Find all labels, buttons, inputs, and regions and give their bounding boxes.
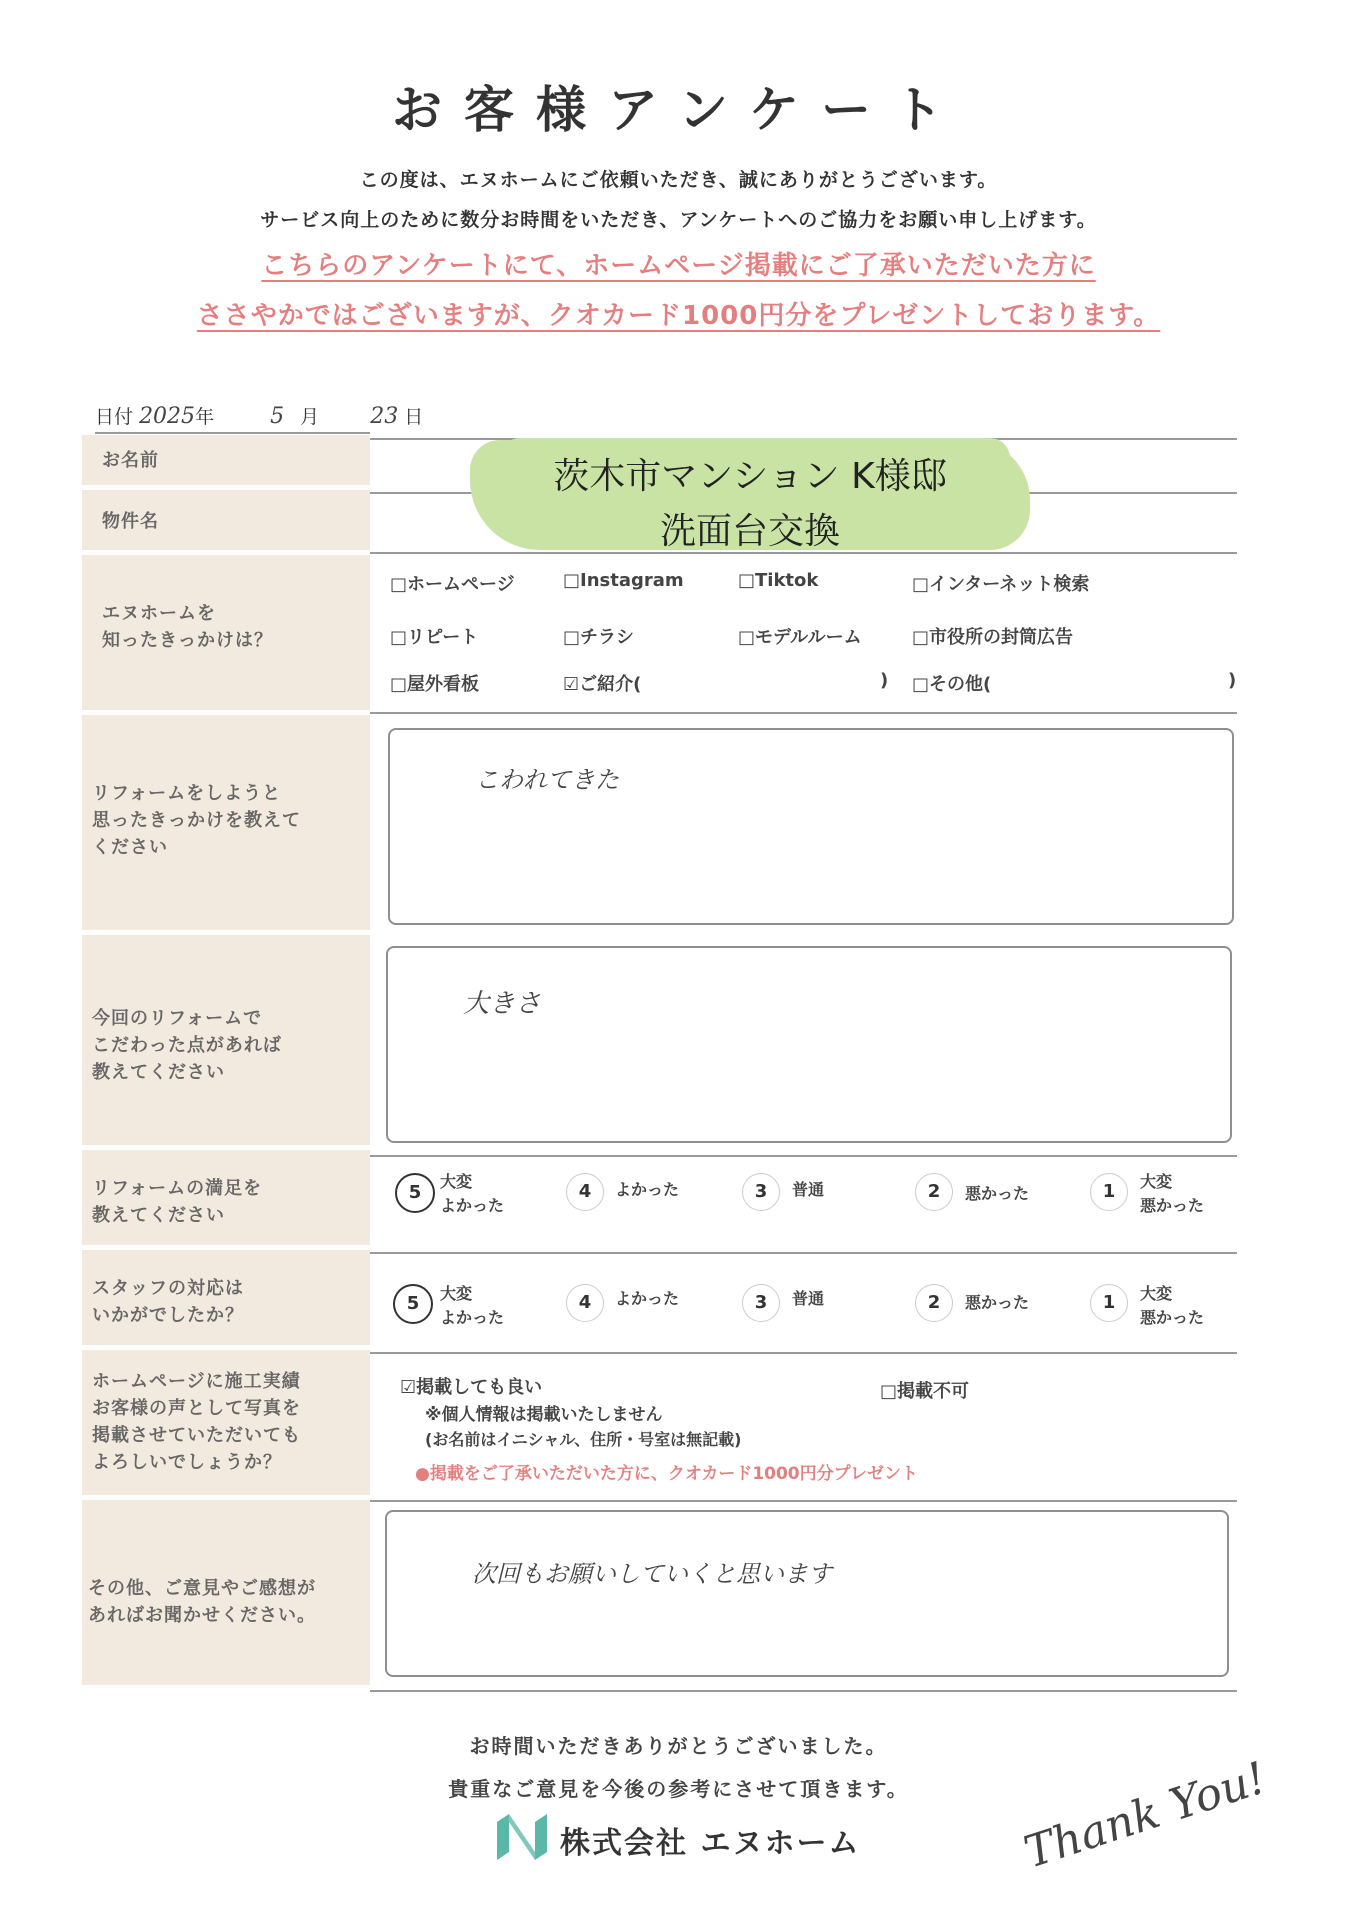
label-source-line2: 知ったきっかけは？ [102,630,273,651]
staff-rate-5-label1: 大変 [440,1284,473,1303]
label-focus [82,935,370,1145]
intro-line-1: この度は、エヌホームにご依頼いただき、誠にありがとうございます。 [359,169,998,191]
option-instagram[interactable]: □Instagram [563,570,684,591]
label-satisfaction-line1: リフォームの満足を [92,1178,263,1199]
date-year[interactable]: 2025 [139,404,196,429]
footer-line-1: お時間いただきありがとうございました。 [469,1734,888,1758]
thank-you-text: Thank You! [1018,1752,1273,1879]
label-focus-line1: 今回のリフォームで [92,1008,263,1029]
option-other[interactable]: □その他( [912,674,992,695]
staff-rate-1-label2: 悪かった [1140,1308,1205,1327]
option-tiktok[interactable]: □Tiktok [738,570,819,591]
focus-answer: 大きさ [463,989,542,1019]
label-publish-line3: 掲載させていただいても [92,1425,301,1446]
staff-rate-3-label: 普通 [792,1289,825,1308]
label-property [82,490,370,550]
date-underline [95,432,370,434]
label-source-line1: エヌホームを [102,603,216,624]
label-focus-line2: こだわった点があれば [92,1035,282,1056]
staff-rate-2[interactable]: 2 [915,1284,953,1322]
satisfaction-rate-1-label2: 悪かった [1140,1196,1205,1215]
publish-note-1: ※個人情報は掲載いたしません [425,1405,663,1425]
publish-note-2: (お名前はイニシャル、住所・号室は無記載) [425,1430,742,1449]
staff-rate-1-label1: 大変 [1140,1284,1173,1303]
rule-5 [370,1155,1237,1157]
intro-line-2: サービス向上のために数分お時間をいただき、アンケートへのご協力をお願い申し上げます。 [260,209,1097,231]
label-publish [82,1350,370,1495]
rule-4 [370,712,1237,714]
label-satisfaction [82,1150,370,1245]
label-staff [82,1250,370,1345]
label-publish-line2: お客様の声として写真を [92,1398,301,1419]
company-logo-icon [495,1812,550,1862]
satisfaction-rate-4-label: よかった [615,1180,680,1199]
date-row [95,402,423,429]
option-other-close: ) [1228,670,1237,691]
rule-9 [370,1690,1237,1692]
satisfaction-rate-5[interactable]: 5 [395,1173,435,1213]
publish-ok-checkbox[interactable]: ☑掲載しても良い [400,1377,543,1398]
label-reason-line2: 思ったきっかけを教えて [92,810,301,831]
satisfaction-rate-3[interactable]: 3 [742,1173,780,1211]
staff-rate-1[interactable]: 1 [1090,1284,1128,1322]
promo-line-2: ささやかではございますが、クオカード1000円分をプレゼントしております。 [196,301,1161,331]
rule-8 [370,1500,1237,1502]
label-reason [82,715,370,930]
staff-rate-5[interactable]: 5 [393,1284,433,1324]
footer-line-2: 貴重なご意見を今後の参考にさせて頂きます。 [448,1777,909,1801]
staff-rate-5-label2: よかった [440,1308,505,1327]
satisfaction-rate-2[interactable]: 2 [915,1173,953,1211]
label-property-text: 物件名 [102,511,159,532]
rule-6 [370,1252,1237,1254]
label-comments-line1: その他、ご意見やご感想が [88,1578,316,1599]
property-value[interactable]: 洗面台交換 [659,511,840,552]
option-model-room[interactable]: □モデルルーム [738,627,862,648]
label-publish-line4: よろしいでしょうか？ [92,1452,282,1473]
reason-answer: こわれてきた [475,766,619,794]
option-flyer[interactable]: □チラシ [563,627,635,648]
option-internet-search[interactable]: □インターネット検索 [912,574,1090,595]
label-staff-line2: いかがでしたか？ [92,1305,244,1326]
label-staff-line1: スタッフの対応は [92,1278,244,1299]
option-referral[interactable]: ☑ご紹介( [563,674,642,695]
label-source [82,555,370,710]
option-outdoor-sign[interactable]: □屋外看板 [390,674,480,695]
label-reason-line1: リフォームをしようと [92,783,282,804]
satisfaction-rate-1-label1: 大変 [1140,1172,1173,1191]
comments-answer: 次回もお願いしていくと思います [472,1560,832,1588]
date-month[interactable]: 5 [270,404,285,429]
label-comments [82,1500,370,1685]
company-name: 株式会社 エヌホーム [560,1826,861,1861]
satisfaction-rate-1[interactable]: 1 [1090,1173,1128,1211]
date-year-unit: 年 [195,406,215,428]
satisfaction-rate-4[interactable]: 4 [566,1173,604,1211]
focus-box[interactable] [386,946,1232,1143]
label-reason-line3: ください [92,837,168,858]
option-repeat[interactable]: □リピート [390,627,479,648]
label-publish-line1: ホームページに施工実績 [92,1371,301,1392]
promo-line-1: こちらのアンケートにて、ホームページ掲載にご了承いただいた方に [261,251,1096,281]
label-focus-line3: 教えてください [92,1062,225,1083]
satisfaction-rate-3-label: 普通 [792,1180,825,1199]
reason-box[interactable] [388,728,1234,925]
date-month-unit: 月 [300,406,320,428]
satisfaction-rate-2-label: 悪かった [965,1184,1030,1203]
satisfaction-rate-5-label1: 大変 [440,1172,473,1191]
date-day[interactable]: 23 [370,404,399,429]
option-homepage[interactable]: □ホームページ [390,574,515,595]
date-day-unit: 日 [404,406,424,428]
staff-rate-4-label: よかった [615,1289,680,1308]
option-city-envelope-ad[interactable]: □市役所の封筒広告 [912,627,1074,648]
satisfaction-rate-5-label2: よかった [440,1196,505,1215]
staff-rate-4[interactable]: 4 [566,1284,604,1322]
label-comments-line2: あればお聞かせください。 [88,1605,316,1626]
publish-ng-checkbox[interactable]: □掲載不可 [880,1381,970,1402]
rule-7 [370,1352,1237,1354]
label-name-text: お名前 [102,450,159,471]
publish-promo: ●掲載をご了承いただいた方に、クオカード1000円分プレゼント [415,1464,918,1484]
label-satisfaction-line2: 教えてください [92,1205,225,1226]
comments-box[interactable] [385,1510,1229,1677]
label-name [82,435,370,485]
name-value[interactable]: 茨木市マンション K様邸 [553,456,947,497]
option-referral-close: ) [880,670,889,691]
date-label: 日付 [95,406,134,428]
staff-rate-2-label: 悪かった [965,1293,1030,1312]
staff-rate-3[interactable]: 3 [742,1284,780,1322]
page-title: お客様アンケート [392,81,965,139]
